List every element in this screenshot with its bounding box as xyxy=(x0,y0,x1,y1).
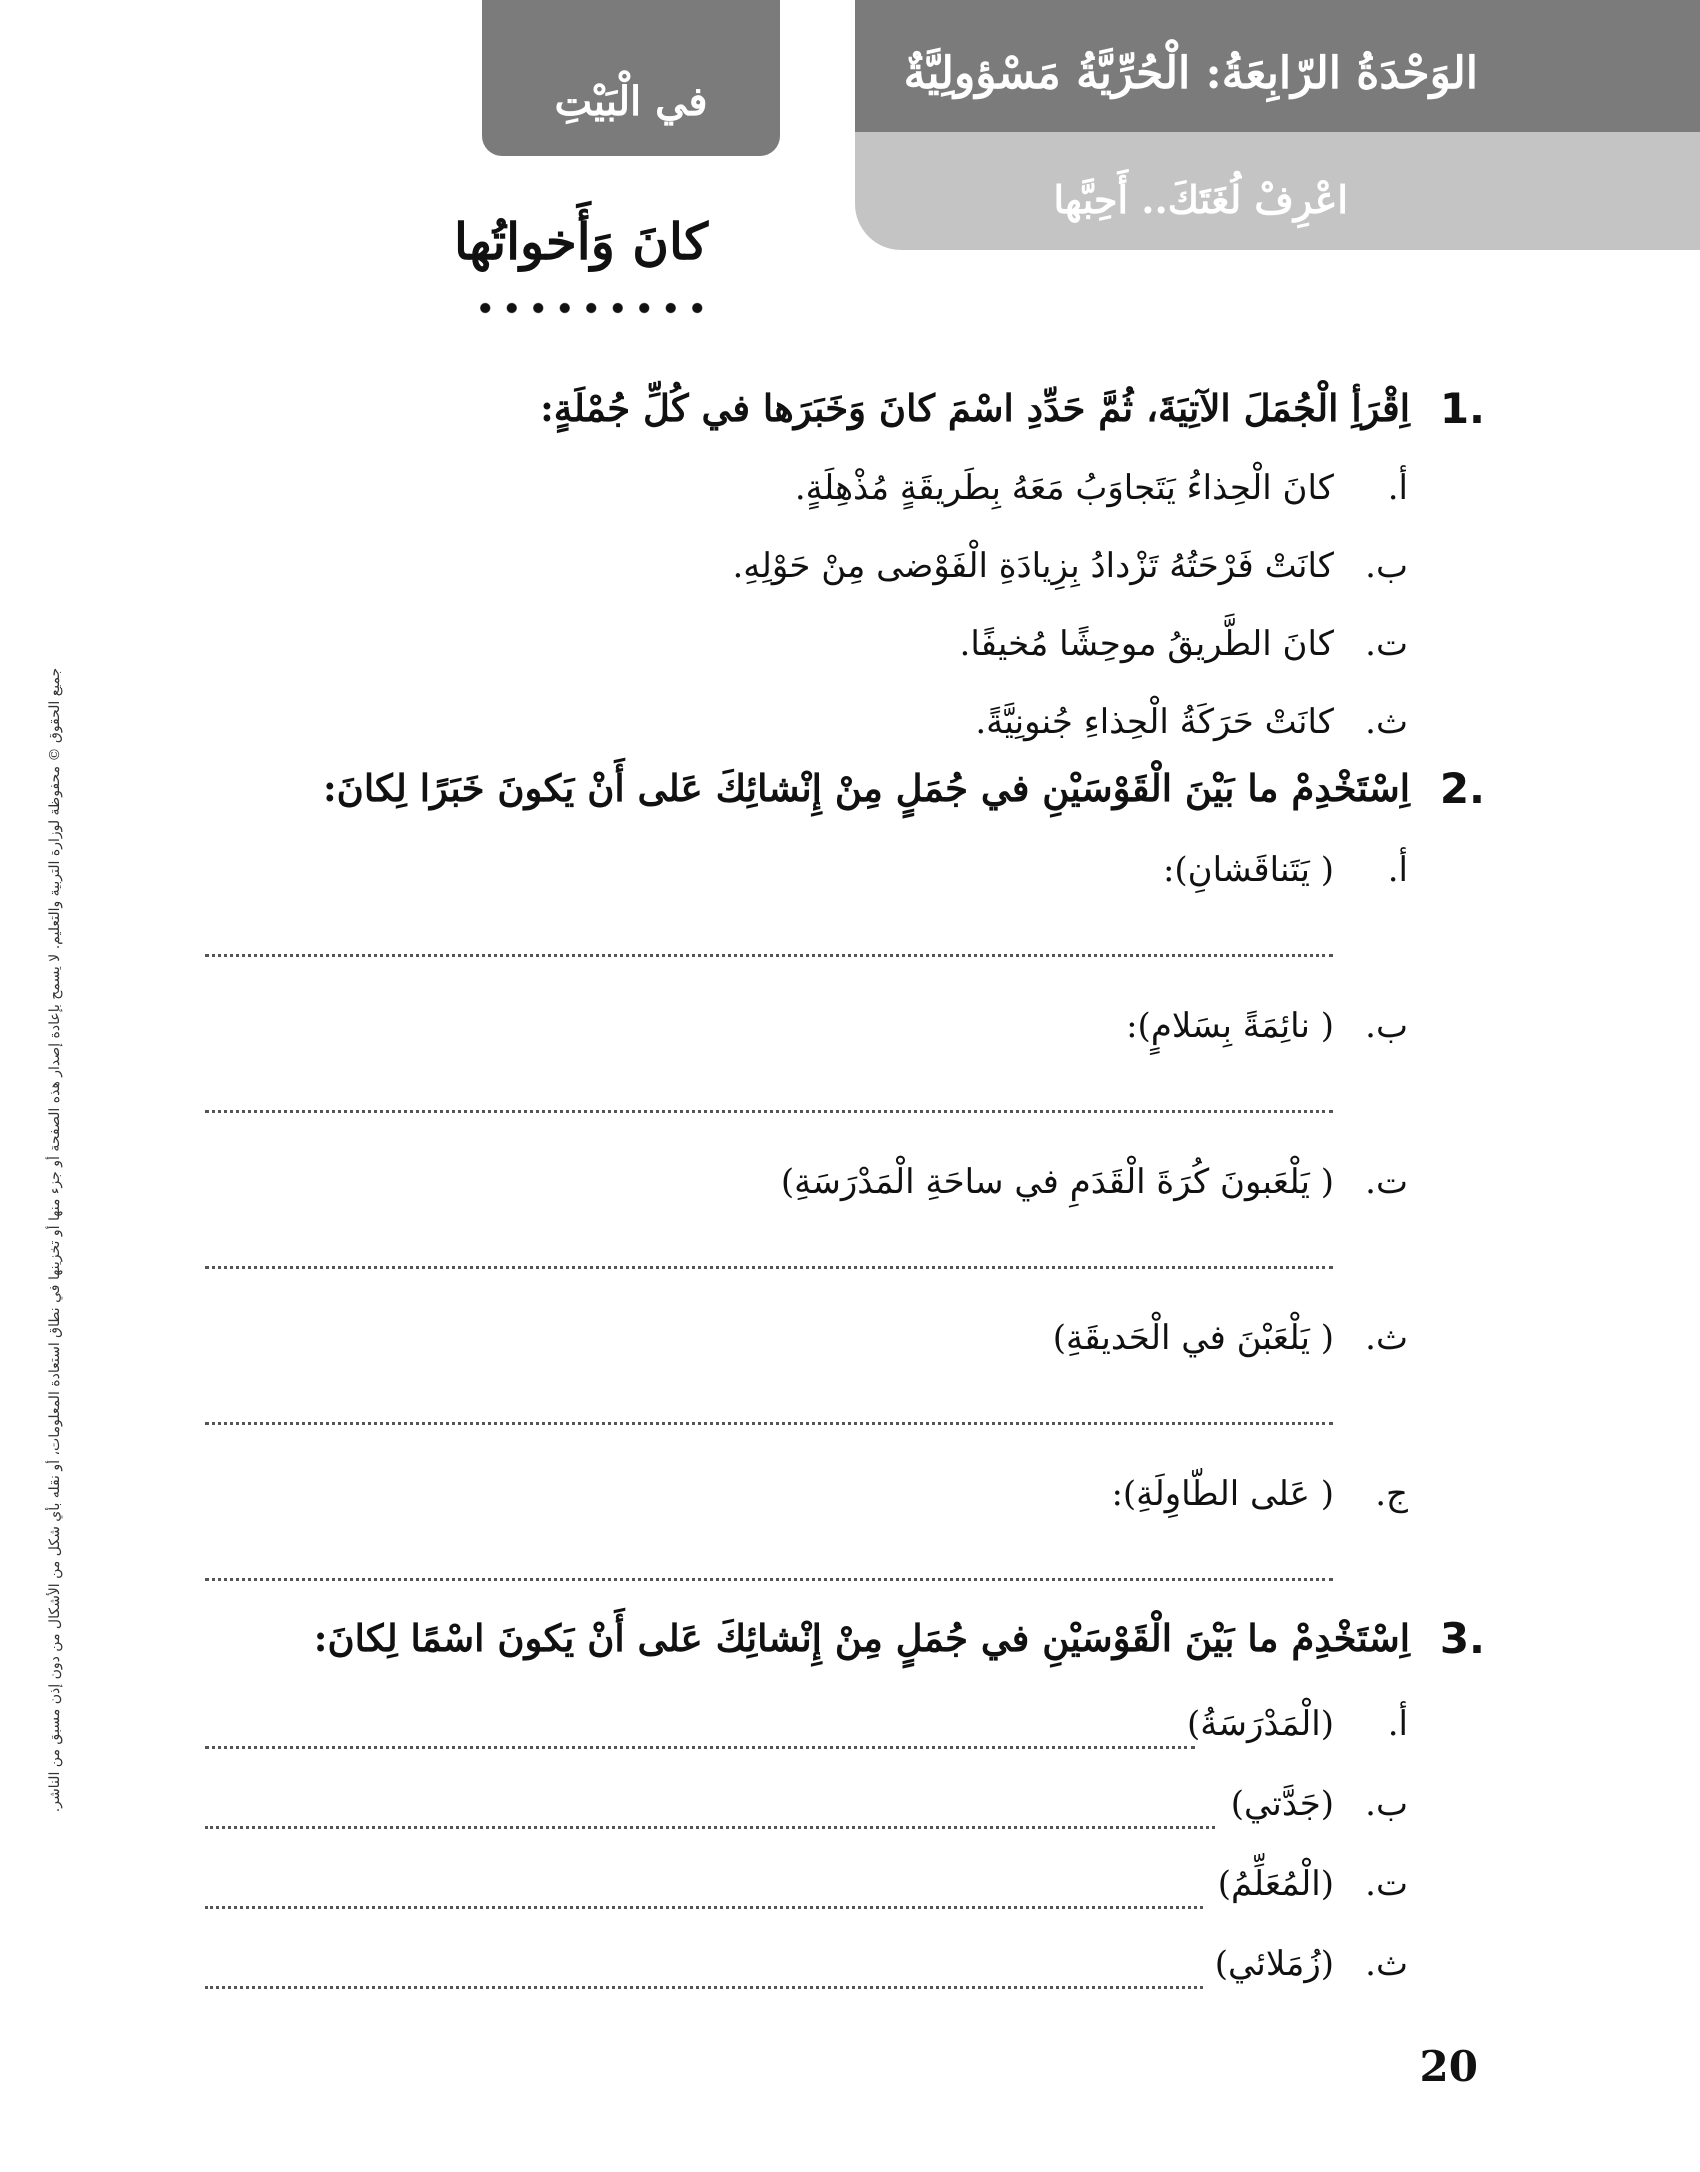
question-1-number: 1. xyxy=(1439,384,1485,433)
home-tab-label: في الْبَيْتِ xyxy=(554,78,708,125)
q1-item-a-text: كانَ الْحِذاءُ يَتَجاوَبُ مَعَهُ بِطَريقَةٍ مُذْهِلَةٍ. xyxy=(794,468,1334,508)
q3-item-b-letter: ب. xyxy=(1365,1784,1408,1824)
q2-item-b-text: ( نائِمَةً بِسَلامٍ): xyxy=(1126,1006,1334,1046)
q3-item-a-text: (الْمَدْرَسَةُ) xyxy=(1187,1704,1334,1744)
title-dots-divider xyxy=(472,300,712,316)
q2-item-e-letter: ج. xyxy=(1375,1474,1408,1514)
q3-item-a-answer-line[interactable] xyxy=(205,1746,1195,1749)
q3-item-d-letter: ث. xyxy=(1365,1944,1408,1984)
question-1-prompt: اِقْرَأِ الْجُمَلَ الآتِيَةَ، ثُمَّ حَدِّدِ اسْمَ كانَ وَخَبَرَها في كُلِّ جُمْلَةٍ: xyxy=(540,386,1410,430)
q2-item-a-letter: أ. xyxy=(1387,850,1408,890)
q1-item-d-letter: ث. xyxy=(1365,702,1408,742)
question-3-number: 3. xyxy=(1439,1614,1485,1663)
q1-item-b-text: كانَتْ فَرْحَتُهُ تَزْدادُ بِزِيادَةِ الْفَوْضى مِنْ حَوْلِهِ. xyxy=(732,546,1334,586)
q3-item-d-answer-line[interactable] xyxy=(205,1986,1203,1989)
question-2-number: 2. xyxy=(1439,764,1485,813)
q1-item-c-text: كانَ الطَّريقُ موحِشًا مُخيفًا. xyxy=(959,624,1334,664)
q3-item-b-answer-line[interactable] xyxy=(205,1826,1215,1829)
copyright-note: جميع الحقوق © محفوظة لوزارة التربية والتعليم. لا يسمح بإعادة إصدار هذه الصفحة أو جزء منها أو تخزينها في نطاق استعادة المعلومات، أو نقله بأي شكل من الأشكال من دون إذن مسبق من الناشر. xyxy=(47,667,63,1813)
q3-item-a-letter: أ. xyxy=(1387,1704,1408,1744)
q2-item-d-letter: ث. xyxy=(1365,1318,1408,1358)
q1-item-d-text: كانَتْ حَرَكَةُ الْحِذاءِ جُنونِيَّةً. xyxy=(975,702,1334,742)
q1-item-b-letter: ب. xyxy=(1365,546,1408,586)
q2-item-e-text: ( عَلى الطّاوِلَةِ): xyxy=(1111,1474,1334,1514)
q3-item-c-letter: ت. xyxy=(1365,1864,1408,1904)
q1-item-c-letter: ت. xyxy=(1365,624,1408,664)
q3-item-c-text: (الْمُعَلِّمُ) xyxy=(1217,1864,1334,1904)
unit-title: الوَحْدَةُ الرّابِعَةُ: الْحُرِّيَّةُ مَسْؤولِيَّةٌ xyxy=(903,48,1478,99)
lesson-title: كانَ وَأَخواتُها xyxy=(453,212,708,271)
q2-item-d-answer-line[interactable] xyxy=(205,1422,1333,1425)
q3-item-b-text: (جَدَّتي) xyxy=(1230,1784,1334,1824)
q2-item-b-answer-line[interactable] xyxy=(205,1110,1333,1113)
q3-item-d-text: (زُمَلائي) xyxy=(1214,1944,1334,1984)
q2-item-c-text: ( يَلْعَبونَ كُرَةَ الْقَدَمِ في ساحَةِ الْمَدْرَسَةِ) xyxy=(780,1162,1334,1202)
page-number: 20 xyxy=(1419,2042,1478,2091)
q2-item-a-text: ( يَتَناقَشانِ): xyxy=(1162,850,1334,890)
q2-item-a-answer-line[interactable] xyxy=(205,954,1333,957)
q2-item-e-answer-line[interactable] xyxy=(205,1578,1333,1581)
question-2-prompt: اِسْتَخْدِمْ ما بَيْنَ الْقَوْسَيْنِ في جُمَلٍ مِنْ إِنْشائِكَ عَلى أَنْ يَكونَ خَبَرًا لِكانَ: xyxy=(323,766,1410,810)
q2-item-c-letter: ت. xyxy=(1365,1162,1408,1202)
q2-item-d-text: ( يَلْعَبْنَ في الْحَديقَةِ) xyxy=(1052,1318,1334,1358)
q1-item-a-letter: أ. xyxy=(1387,468,1408,508)
q2-item-b-letter: ب. xyxy=(1365,1006,1408,1046)
q3-item-c-answer-line[interactable] xyxy=(205,1906,1203,1909)
q2-item-c-answer-line[interactable] xyxy=(205,1266,1333,1269)
section-subtitle: اعْرِفْ لُغَتَكَ.. أَحِبَّها xyxy=(1053,177,1348,222)
question-3-prompt: اِسْتَخْدِمْ ما بَيْنَ الْقَوْسَيْنِ في جُمَلٍ مِنْ إِنْشائِكَ عَلى أَنْ يَكونَ اسْمًا لِكانَ: xyxy=(313,1616,1410,1660)
